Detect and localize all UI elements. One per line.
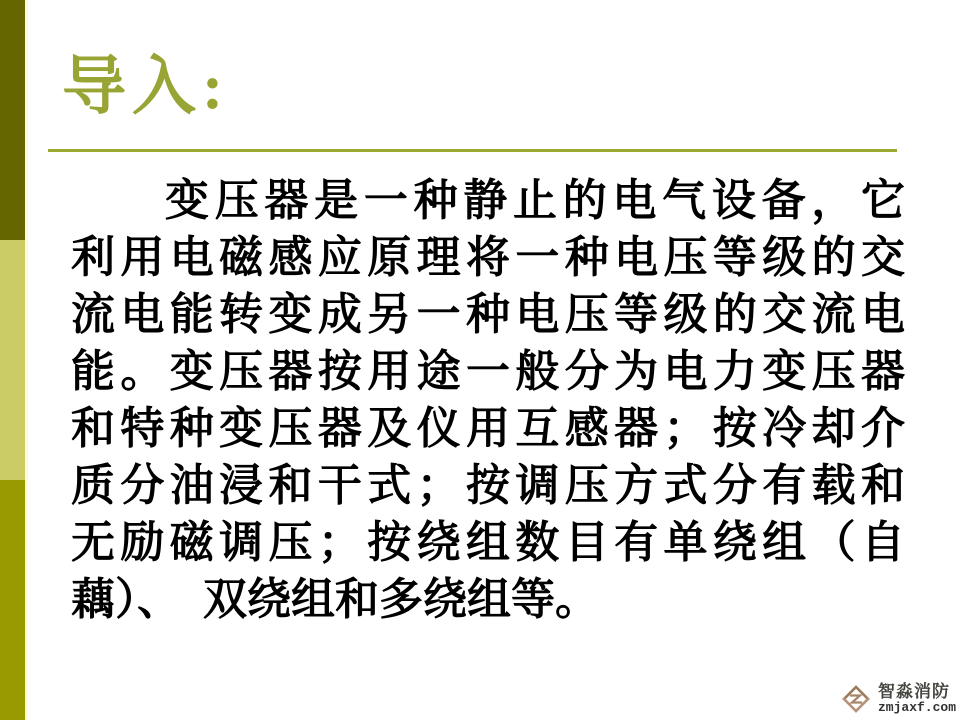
body-line: 藕）、 双绕组和多绕组等。 [71,575,599,624]
accent-bar-top-segment [0,0,25,240]
accent-bar-middle-segment [0,240,25,480]
slide-title: 导入: [62,51,230,122]
zmjaxf-diamond-logo-icon [839,682,873,716]
watermark [839,682,956,716]
body-line: 无励磁调压；按绕组数目有单绕组（自 [71,518,905,567]
slide-body-paragraph [71,172,905,628]
title-underline-rule [48,149,897,152]
watermark-brand: 智淼消防 [877,682,950,702]
left-accent-bar [0,0,25,720]
body-line: 变压器是一种静止的电气设备，它 [165,176,905,225]
body-line: 利用电磁感应原理将一种电压等级的交 [71,233,905,282]
body-line: 质分油浸和干式；按调压方式分有载和 [71,461,905,510]
body-line: 能。变压器按用途一般分为电力变压器 [71,347,905,396]
body-line: 和特种变压器及仪用互感器；按冷却介 [71,404,905,453]
accent-bar-edge-line [25,0,28,720]
watermark-text-block [878,683,956,714]
body-line: 流电能转变成另一种电压等级的交流电 [71,290,905,339]
watermark-domain: zmjaxf.com [877,700,956,716]
accent-bar-bottom-segment [0,480,25,720]
